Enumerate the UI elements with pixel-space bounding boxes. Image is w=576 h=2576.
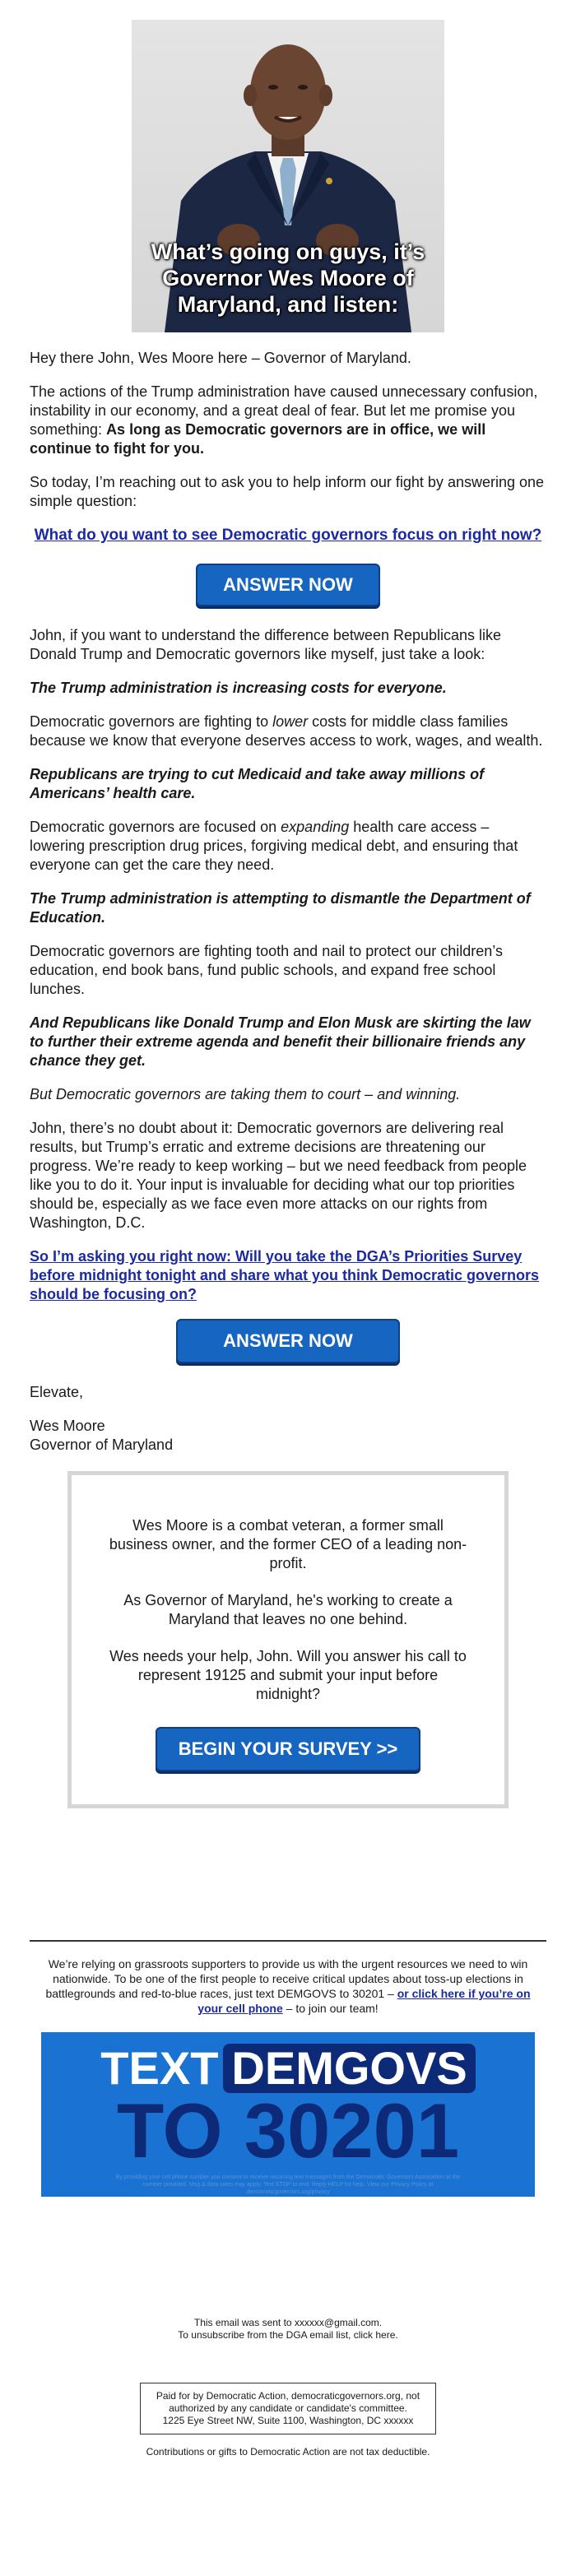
unsubscribe-link[interactable]: To unsubscribe from the DGA email list, click here. [178, 2329, 398, 2341]
healthcare-text-a: Democratic governors are focused on [30, 819, 281, 835]
begin-survey-button[interactable]: BEGIN YOUR SURVEY >> [156, 1727, 420, 1771]
footer-divider [30, 1940, 546, 1942]
results-paragraph: John, there’s no doubt about it: Democratic governors are delivering real results, but Trump’s erratic and extreme decisions are threatening our progress. We’re ready to keep working – but we need feedback from people like you to do it. Your input is invaluable for deciding what our top priorities should be, especially as we face even more attacks on our rights from Washington, D.C. [30, 1120, 527, 1231]
paid-for-line-2: 1225 Eye Street NW, Suite 1100, Washington, DC xxxxxx [162, 2415, 414, 2426]
grassroots-note [0, 1956, 576, 2016]
bio-paragraph-2: As Governor of Maryland, he's working to create a Maryland that leaves no one behind. [123, 1592, 453, 1627]
education-paragraph: Democratic governors are fighting tooth and nail to protect our children’s education, end book bans, fund public schools, and expand free school lunches. [30, 943, 503, 997]
costs-text-b: costs for middle class families because we know that everyone deserves access to work, wages, and wealth. [30, 713, 543, 749]
sent-to-text: This email was sent to xxxxxx@gmail.com. [193, 2317, 383, 2328]
banner-fine-print: By providing your cell phone number you consent to receive recurring text messages from the Democratic Governors Association at the number provided. Msg & data rates may apply. Text STOP to end. Reply HELP for help. View our Privacy Policy at democraticgovernors.org/privacy [115, 2175, 461, 2195]
email-body [0, 349, 576, 511]
healthcare-paragraph [30, 818, 546, 875]
signoff-name: Wes Moore [30, 1418, 105, 1434]
tax-disclaimer: Contributions or gifts to Democratic Action are not tax deductible. [146, 2446, 430, 2458]
video-thumbnail[interactable] [132, 20, 444, 332]
healthcare-emphasis: expanding [281, 819, 350, 835]
banner-word-text: TEXT [100, 2042, 219, 2094]
text-demgovs-banner[interactable] [41, 2032, 535, 2197]
point-costs: The Trump administration is increasing costs for everyone. [30, 680, 447, 696]
greeting: Hey there John, Wes Moore here – Governor of Maryland. [30, 350, 411, 366]
question-link[interactable]: What do you want to see Democratic governors focus on right now? [34, 527, 542, 544]
paid-for-line-1: Paid for by Democratic Action, democraticgovernors.org, not authorized by any candidate or candidate's committee. [156, 2390, 420, 2414]
intro-text: The actions of the Trump administration have caused unnecessary confusion, instability in our economy, and a great deal of fear. But let me promise you something: [30, 383, 538, 438]
bio-box [67, 1471, 509, 1808]
answer-now-button-2[interactable]: ANSWER NOW [176, 1319, 400, 1363]
grassroots-text: We’re relying on grassroots supporters to provide us with the urgent resources we need to win nationwide. To be one of the first people to receive critical updates about toss-up elections in battlegrounds and red-to-blue races, just text DEMGOVS to 30201 – [45, 1957, 528, 2000]
signoff-closing: Elevate, [30, 1384, 84, 1400]
healthcare-text-b: health care access – lowering prescription drug prices, forgiving medical debt, and ensuring that everyone can get the care they need. [30, 819, 518, 873]
video-caption: What’s going on guys, it’s Governor Wes Moore of Maryland, and listen: [151, 239, 425, 317]
point-musk: And Republicans like Donald Trump and Elon Musk are skirting the law to further their extreme agenda and benefit their billionaire friends any chance they get. [30, 1014, 531, 1069]
email-body-continued [0, 626, 576, 1304]
cell-phone-link[interactable]: or click here if you’re on your cell phone [197, 1987, 531, 2015]
ask-paragraph: So today, I’m reaching out to ask you to help inform our fight by answering one simple question: [30, 474, 545, 509]
grassroots-tail: – to join our team! [282, 2002, 379, 2015]
comparison-paragraph: John, if you want to understand the difference between Republicans like Donald Trump and Democratic governors like myself, just take a look: [30, 627, 502, 662]
point-court: But Democratic governors are taking them to court – and winning. [30, 1086, 461, 1102]
signoff-title: Governor of Maryland [30, 1437, 174, 1453]
intro-paragraph [30, 383, 546, 458]
costs-text-a: Democratic governors are fighting to [30, 713, 273, 730]
answer-now-button[interactable]: ANSWER NOW [196, 564, 380, 606]
paid-for-box [140, 2383, 436, 2434]
email-page [0, 20, 576, 2458]
intro-bold-promise: As long as Democratic governors are in office, we will continue to fight for you. [30, 421, 486, 457]
email-footer [0, 2317, 576, 2342]
costs-paragraph [30, 712, 546, 750]
survey-ask-link[interactable]: So I’m asking you right now: Will you take the DGA’s Priorities Survey before midnight tonight and share what you think Democratic governors should be focusing on? [30, 1248, 540, 1302]
bio-paragraph-3: Wes needs your help, John. Will you answer his call to represent 19125 and submit your input before midnight? [109, 1648, 467, 1702]
point-medicaid: Republicans are trying to cut Medicaid and take away millions of Americans’ health care. [30, 766, 485, 801]
banner-number: TO 30201 [116, 2087, 460, 2174]
banner-keyword-pill: DEMGOVS [223, 2044, 475, 2093]
point-education: The Trump administration is attempting to dismantle the Department of Education. [30, 890, 531, 926]
costs-emphasis: lower [272, 713, 309, 730]
banner-headline [41, 2044, 535, 2093]
bio-paragraph-1: Wes Moore is a combat veteran, a former small business owner, and the former CEO of a leading non-profit. [109, 1517, 467, 1571]
signoff [0, 1383, 576, 1455]
